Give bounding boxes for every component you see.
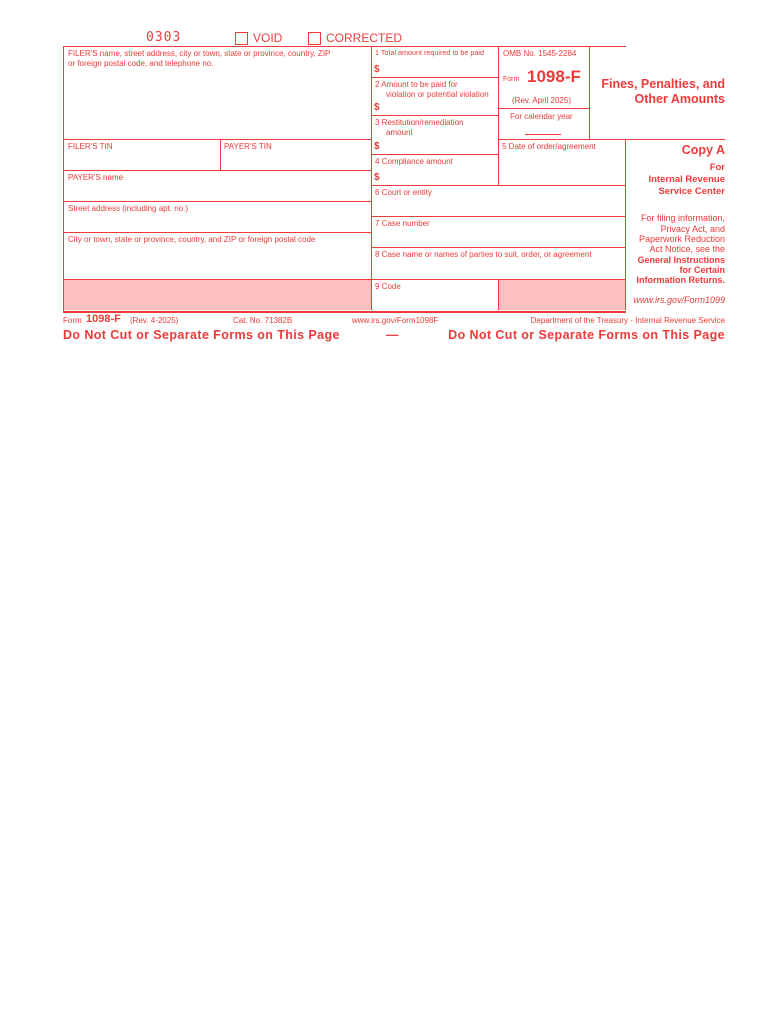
info-line-2: Privacy Act, and: [660, 224, 725, 234]
corrected-label: CORRECTED: [326, 31, 403, 45]
box2-amount-field[interactable]: [383, 100, 495, 113]
filer-info-label-1: FILER'S name, street address, city or town, state or province, country, ZIP: [68, 49, 331, 58]
line-box6-bottom: [371, 216, 625, 217]
payer-tin-label: PAYER'S TIN: [224, 142, 272, 151]
box1-label: 1 Total amount required to be paid: [375, 48, 484, 57]
box3-label-1: 3 Restitution/remediation: [375, 118, 464, 127]
line-box8-bottom: [371, 279, 625, 280]
filer-info-field[interactable]: [66, 72, 368, 136]
box7-case-number-field[interactable]: [374, 230, 622, 245]
line-box3-bottom: [371, 154, 498, 155]
copy-a-label: Copy A: [681, 143, 725, 157]
divider-box9: [498, 280, 499, 310]
do-not-cut-right: Do Not Cut or Separate Forms on This Page: [448, 328, 725, 342]
copy-url[interactable]: www.irs.gov/Form1099: [633, 295, 725, 305]
info-line-1: For filing information,: [640, 213, 725, 223]
do-not-cut-left: Do Not Cut or Separate Forms on This Page: [63, 328, 340, 342]
divider-copy-col: [625, 139, 626, 310]
shaded-area-right: [498, 280, 625, 310]
box4-label: 4 Compliance amount: [375, 157, 453, 166]
copy-irs-2: Service Center: [658, 186, 725, 197]
calendar-year-underline: [525, 134, 561, 135]
form-title-1: Fines, Penalties, and: [601, 77, 725, 91]
payer-name-field[interactable]: [66, 183, 368, 199]
filer-info-label-2: or foreign postal code, and telephone no.: [68, 59, 214, 68]
do-not-cut-dash: —: [386, 328, 399, 342]
line-filer-bottom: [63, 139, 371, 140]
box4-amount-field[interactable]: [383, 170, 495, 183]
box4-dollar: $: [374, 172, 380, 183]
form-title-2: Other Amounts: [634, 92, 725, 106]
shaded-area-left: [64, 280, 371, 310]
corrected-checkbox[interactable]: [308, 32, 321, 45]
divider-left-column: [371, 46, 372, 310]
box5-label: 5 Date of order/agreement: [502, 142, 596, 151]
info-line-3: Paperwork Reduction: [638, 234, 725, 244]
box3-amount-field[interactable]: [383, 139, 495, 152]
divider-box-middle: [498, 46, 499, 186]
footer-rev: (Rev. 4-2025): [130, 316, 179, 325]
box1-amount-field[interactable]: [383, 62, 495, 75]
box3-dollar: $: [374, 141, 380, 152]
box2-label-1: 2 Amount to be paid for: [375, 80, 458, 89]
line-street-bottom: [63, 232, 371, 233]
footer-form-number: 1098-F: [86, 313, 121, 325]
line-box7-bottom: [371, 247, 625, 248]
filer-tin-label: FILER'S TIN: [68, 142, 113, 151]
void-checkbox[interactable]: [235, 32, 248, 45]
divider-tin: [220, 139, 221, 170]
calendar-year-label: For calendar year: [510, 112, 573, 121]
form-word: Form: [503, 76, 520, 83]
line-box4-bottom: [371, 185, 625, 186]
line-header-bottom: [498, 139, 725, 140]
copy-irs-1: Internal Revenue: [648, 174, 725, 185]
copy-for: For: [709, 162, 725, 173]
line-rev-bottom: [498, 108, 589, 109]
box9-code-field[interactable]: [374, 293, 495, 308]
city-field[interactable]: [66, 246, 368, 276]
street-label: Street address (including apt. no.): [68, 204, 189, 213]
box7-label: 7 Case number: [375, 219, 430, 228]
box8-label: 8 Case name or names of parties to suit, order, or agreement: [375, 250, 592, 259]
line-box2-bottom: [371, 115, 498, 116]
line-box1-bottom: [371, 77, 498, 78]
box6-label: 6 Court or entity: [375, 188, 432, 197]
info-line-4: Act Notice, see the: [649, 244, 725, 254]
line-payer-name-bottom: [63, 201, 371, 202]
box3-label-2: amount: [386, 128, 413, 137]
payer-name-label: PAYER'S name: [68, 173, 124, 182]
box6-court-field[interactable]: [374, 199, 622, 214]
box5-date-field[interactable]: [501, 155, 622, 183]
box2-dollar: $: [374, 102, 380, 113]
box8-case-name-field[interactable]: [374, 261, 622, 277]
line-city-bottom: [63, 279, 371, 280]
line-tin-bottom: [63, 170, 371, 171]
revision-date: (Rev. April 2025): [512, 96, 571, 105]
box9-label: 9 Code: [375, 282, 401, 291]
info-line-7: Information Returns.: [636, 275, 725, 285]
footer-form-word: Form: [63, 316, 82, 325]
form-number: 1098-F: [527, 67, 581, 86]
street-field[interactable]: [66, 214, 368, 230]
omb-number: OMB No. 1545-2284: [503, 49, 577, 58]
info-line-6: for Certain: [679, 265, 725, 275]
box1-dollar: $: [374, 64, 380, 75]
box2-label-2: violation or potential violation: [386, 90, 489, 99]
divider-omb-right: [589, 46, 590, 139]
info-line-5: General Instructions: [637, 255, 725, 265]
filer-tin-field[interactable]: [66, 152, 216, 168]
footer-cat-no: Cat. No. 71382B: [233, 316, 293, 325]
form-code: 0303: [146, 30, 182, 45]
city-label: City or town, state or province, country, and ZIP or foreign postal code: [68, 235, 316, 244]
footer-dept: Department of the Treasury - Internal Revenue Service: [530, 316, 725, 325]
void-label: VOID: [253, 31, 283, 45]
footer-url[interactable]: www.irs.gov/Form1098F: [352, 316, 439, 325]
payer-tin-field[interactable]: [223, 152, 368, 168]
